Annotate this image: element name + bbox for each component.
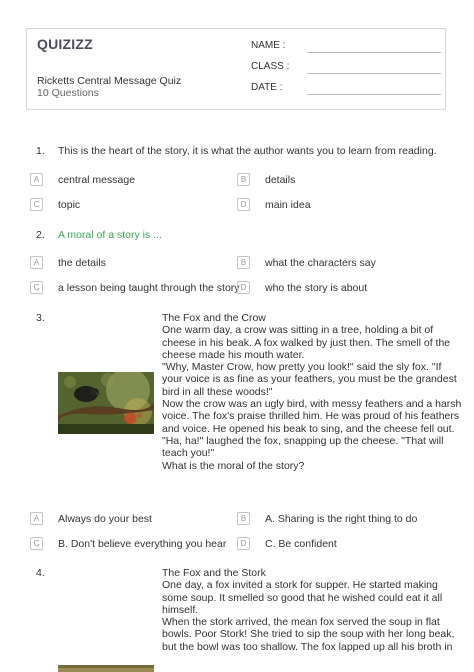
passage-line: voice. The fox's praise thrilled him. He was proud of his feathers [162, 410, 460, 423]
passage-line: What is the moral of the story? [162, 459, 305, 472]
option-letter-box[interactable]: A [30, 173, 43, 186]
passage-line: One day, a fox invited a stork for supper. He started making [162, 579, 438, 592]
name-label: NAME : [251, 40, 286, 51]
question-number: 3. [36, 312, 45, 324]
option-letter-box[interactable]: C [30, 281, 43, 294]
option-text: topic [58, 199, 81, 211]
question-text: This is the heart of the story, it is what the author wants you to learn from reading. [58, 145, 437, 157]
option-letter-box[interactable]: A [30, 512, 43, 525]
option-text: details [265, 174, 296, 186]
passage-line: cheese made his mouth water. [162, 348, 305, 361]
question-count: 10 Questions [37, 87, 99, 99]
passage-line: bird in all these woods!" [162, 385, 273, 398]
question-number: 2. [36, 229, 45, 241]
passage-line: One warm day, a crow was sitting in a tree, holding a bit of [162, 324, 434, 337]
option-text: main idea [265, 199, 311, 211]
worksheet-header [26, 28, 446, 110]
question-number: 1. [36, 145, 45, 157]
option-letter-box[interactable]: C [30, 198, 43, 211]
passage-line: "Why, Master Crow, how pretty you look!" said the sly fox. "If [162, 361, 442, 374]
date-field[interactable] [251, 82, 282, 93]
passage-line: The Fox and the Stork [162, 567, 266, 579]
fox-and-stork-illustration [58, 662, 154, 672]
option-text: A. Sharing is the right thing to do [265, 513, 418, 525]
passage-line: teach you!" [162, 447, 215, 460]
passage-line: cheese in his beak. A fox walked by just then. The smell of the [162, 336, 451, 349]
class-line [307, 73, 441, 74]
class-field[interactable] [251, 61, 289, 72]
quiz-title: Ricketts Central Message Quiz [37, 75, 182, 87]
passage-line: but the bowl was too shallow. The fox lapped up all his broth in [162, 640, 453, 653]
passage-line: The Fox and the Crow [162, 312, 266, 324]
class-label: CLASS : [251, 61, 290, 72]
passage-line: bowls. Poor Stork! She tried to sip the soup with her long beak, [162, 628, 455, 641]
passage-line: some soup. It smelled so good that he wished could eat it all [162, 591, 443, 604]
crow-and-fox-illustration [58, 372, 154, 434]
passage-line: When the stork arrived, the mean fox served the soup in flat [162, 616, 440, 629]
option-text: what the characters say [265, 257, 376, 269]
option-letter-box[interactable]: B [237, 173, 250, 186]
question-number: 4. [36, 567, 45, 579]
date-line [307, 94, 441, 95]
passage-line: "Ha, ha!" laughed the fox, snapping up the cheese. "That will [162, 434, 444, 447]
passage-line: Now the crow was an ugly bird, with messy feathers and a harsh [162, 398, 462, 411]
option-text: Always do your best [58, 513, 152, 525]
option-letter-box[interactable]: C [30, 537, 43, 550]
name-line [307, 52, 441, 53]
option-letter-box[interactable]: B [237, 256, 250, 269]
option-text: the details [58, 257, 106, 269]
option-letter-box[interactable]: D [237, 281, 250, 294]
passage-line: himself. [162, 603, 199, 616]
option-letter-box[interactable]: D [237, 537, 250, 550]
option-letter-box[interactable]: B [237, 512, 250, 525]
passage-line: and voice. He opened his beak to sing, and the cheese fell out. [162, 422, 455, 435]
story-passage-fox-crow [162, 312, 461, 472]
option-letter-box[interactable]: D [237, 198, 250, 211]
question-text: A moral of a story is ... [58, 229, 162, 241]
date-label: DATE : [251, 82, 283, 93]
quizizz-logo: QUIZIZZ [37, 36, 93, 52]
option-text: C. Be confident [265, 538, 337, 550]
name-field[interactable] [251, 40, 285, 51]
story-passage-fox-stork [162, 567, 454, 653]
option-letter-box[interactable]: A [30, 256, 43, 269]
option-text: who the story is about [265, 282, 368, 294]
option-text: B. Don't believe everything you hear [58, 538, 227, 550]
option-text: a lesson being taught through the story [58, 282, 240, 294]
passage-line: your voice is as fine as your feathers, you must be the grandest [162, 373, 457, 386]
option-text: central message [58, 174, 136, 186]
